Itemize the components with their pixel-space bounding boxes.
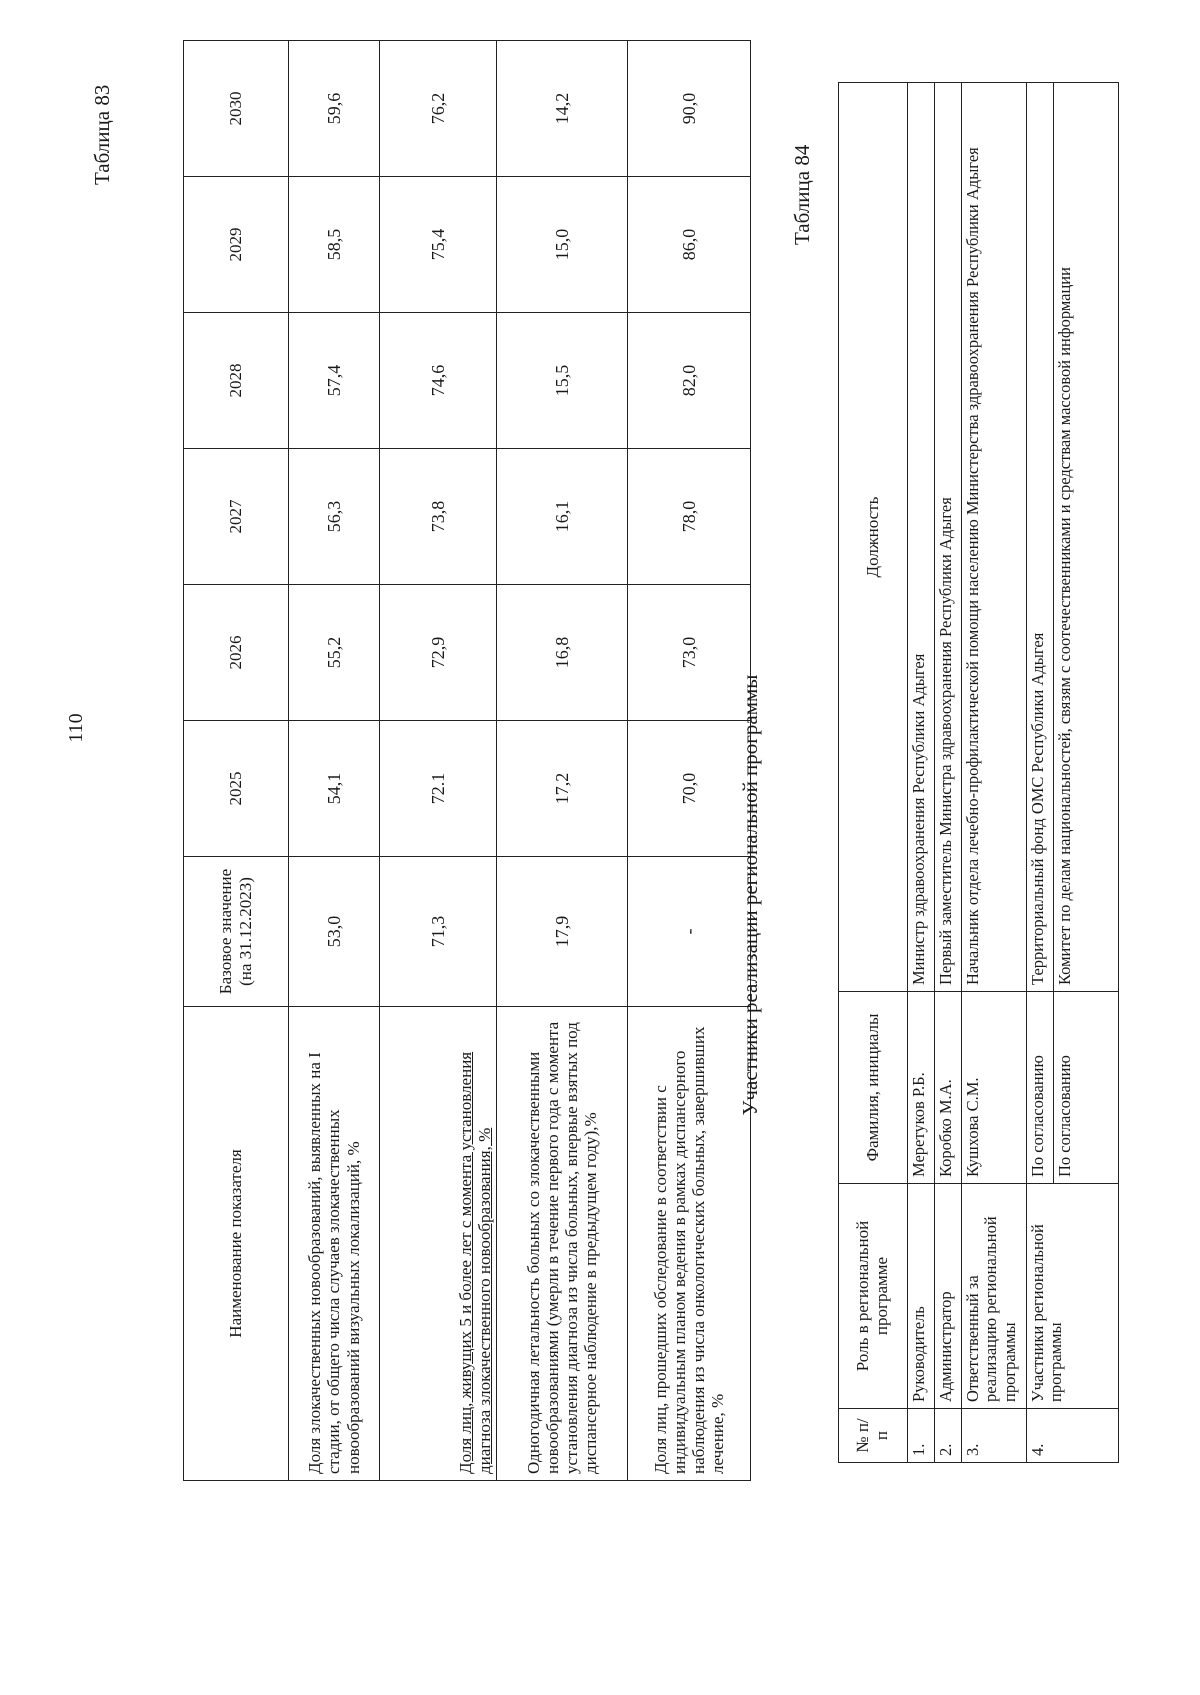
header-year: 2026 [184,585,289,721]
year-value: 14,2 [497,41,628,177]
year-value: 55,2 [289,585,380,721]
year-value: 59,6 [289,41,380,177]
header-role: Роль в региональной программе [839,1184,908,1409]
indicator-name: Доля лиц, прошедших обследование в соответствии с индивидуальным планом ведения в рамках диспансерного наблюдения из числа онкологических больных, завершивших лечение, % [628,1007,751,1481]
table-84 [838,82,1119,1463]
header-year: 2029 [184,177,289,313]
table-83-header-row [184,41,289,1481]
header-base-value: Базовое значение (на 31.12.2023) [184,857,289,1007]
year-value: 56,3 [289,449,380,585]
year-value: 90,0 [628,41,751,177]
section-title: Участники реализации региональной программы [738,674,762,1116]
table-row [962,83,1027,1463]
year-value: 72,9 [380,585,497,721]
table-84-label: Таблица 84 [790,144,814,245]
year-value: 72.1 [380,721,497,857]
year-value: 78,0 [628,449,751,585]
row-number: 3. [962,1409,1027,1463]
year-value: 73,0 [628,585,751,721]
person-name: По согласованию [1027,992,1054,1184]
row-number: 1. [908,1409,935,1463]
position: Комитет по делам национальностей, связям с соотечественниками и средствам массовой информации [1054,83,1119,992]
row-number: 4. [1027,1409,1119,1463]
indicator-name: Доля злокачественных новообразований, выявленных на I стадии, от общего числа случаев злокачественных новообразований визуальных локализаций, % [289,1007,380,1481]
table-row [1027,83,1054,1463]
person-name: По согласованию [1054,992,1119,1184]
year-value: 17,2 [497,721,628,857]
header-year: 2025 [184,721,289,857]
table-row [628,41,751,1481]
year-value: 74,6 [380,313,497,449]
row-number: 2. [935,1409,962,1463]
header-number: № п/п [839,1409,908,1463]
year-value: 73,8 [380,449,497,585]
base-value: 17,9 [497,857,628,1007]
role: Участники региональной программы [1027,1184,1119,1409]
table-row [289,41,380,1481]
header-indicator: Наименование показателя [184,1007,289,1481]
role: Руководитель [908,1184,935,1409]
person-name: Меретуков Р.Б. [908,992,935,1184]
header-year: 2027 [184,449,289,585]
year-value: 70,0 [628,721,751,857]
position: Территориальный фонд ОМС Республики Адыгея [1027,83,1054,992]
year-value: 16,1 [497,449,628,585]
header-year: 2030 [184,41,289,177]
header-name: Фамилия, инициалы [839,992,908,1184]
base-value: - [628,857,751,1007]
year-value: 57,4 [289,313,380,449]
person-name: Кушхова С.М. [962,992,1027,1184]
header-position: Должность [839,83,908,992]
position: Министр здравоохранения Республики Адыгея [908,83,935,992]
year-value: 58,5 [289,177,380,313]
table-row [497,41,628,1481]
table-row [380,41,497,1481]
indicator-name [380,1007,497,1481]
year-value: 16,8 [497,585,628,721]
role: Ответственный за реализацию региональной программы [962,1184,1027,1409]
year-value: 76,2 [380,41,497,177]
indicator-text: Доля лиц, живущих 5 и более лет с момента установления диагноза злокачественного новообразования, % [455,1051,494,1474]
year-value: 75,4 [380,177,497,313]
position: Начальник отдела лечебно-профилактической помощи населению Министерства здравоохранения Республики Адыгея [962,83,1027,992]
year-value: 86,0 [628,177,751,313]
table-83 [183,40,751,1481]
year-value: 82,0 [628,313,751,449]
position: Первый заместитель Министра здравоохранения Республики Адыгея [935,83,962,992]
year-value: 15,0 [497,177,628,313]
indicator-name: Одногодичная летальность больных со злокачественными новообразованиями (умерли в течение первого года с момента установления диагноза из числа больных, впервые взятых под диспансерное наблюдение в предыдущем году),% [497,1007,628,1481]
base-value: 53,0 [289,857,380,1007]
table-84-header-row [839,83,908,1463]
year-value: 15,5 [497,313,628,449]
person-name: Коробко М.А. [935,992,962,1184]
table-83-label: Таблица 83 [90,84,114,185]
table-row [908,83,935,1463]
page-number: 110 [65,713,87,743]
year-value: 54,1 [289,721,380,857]
header-year: 2028 [184,313,289,449]
table-row [935,83,962,1463]
role: Администратор [935,1184,962,1409]
base-value: 71,3 [380,857,497,1007]
